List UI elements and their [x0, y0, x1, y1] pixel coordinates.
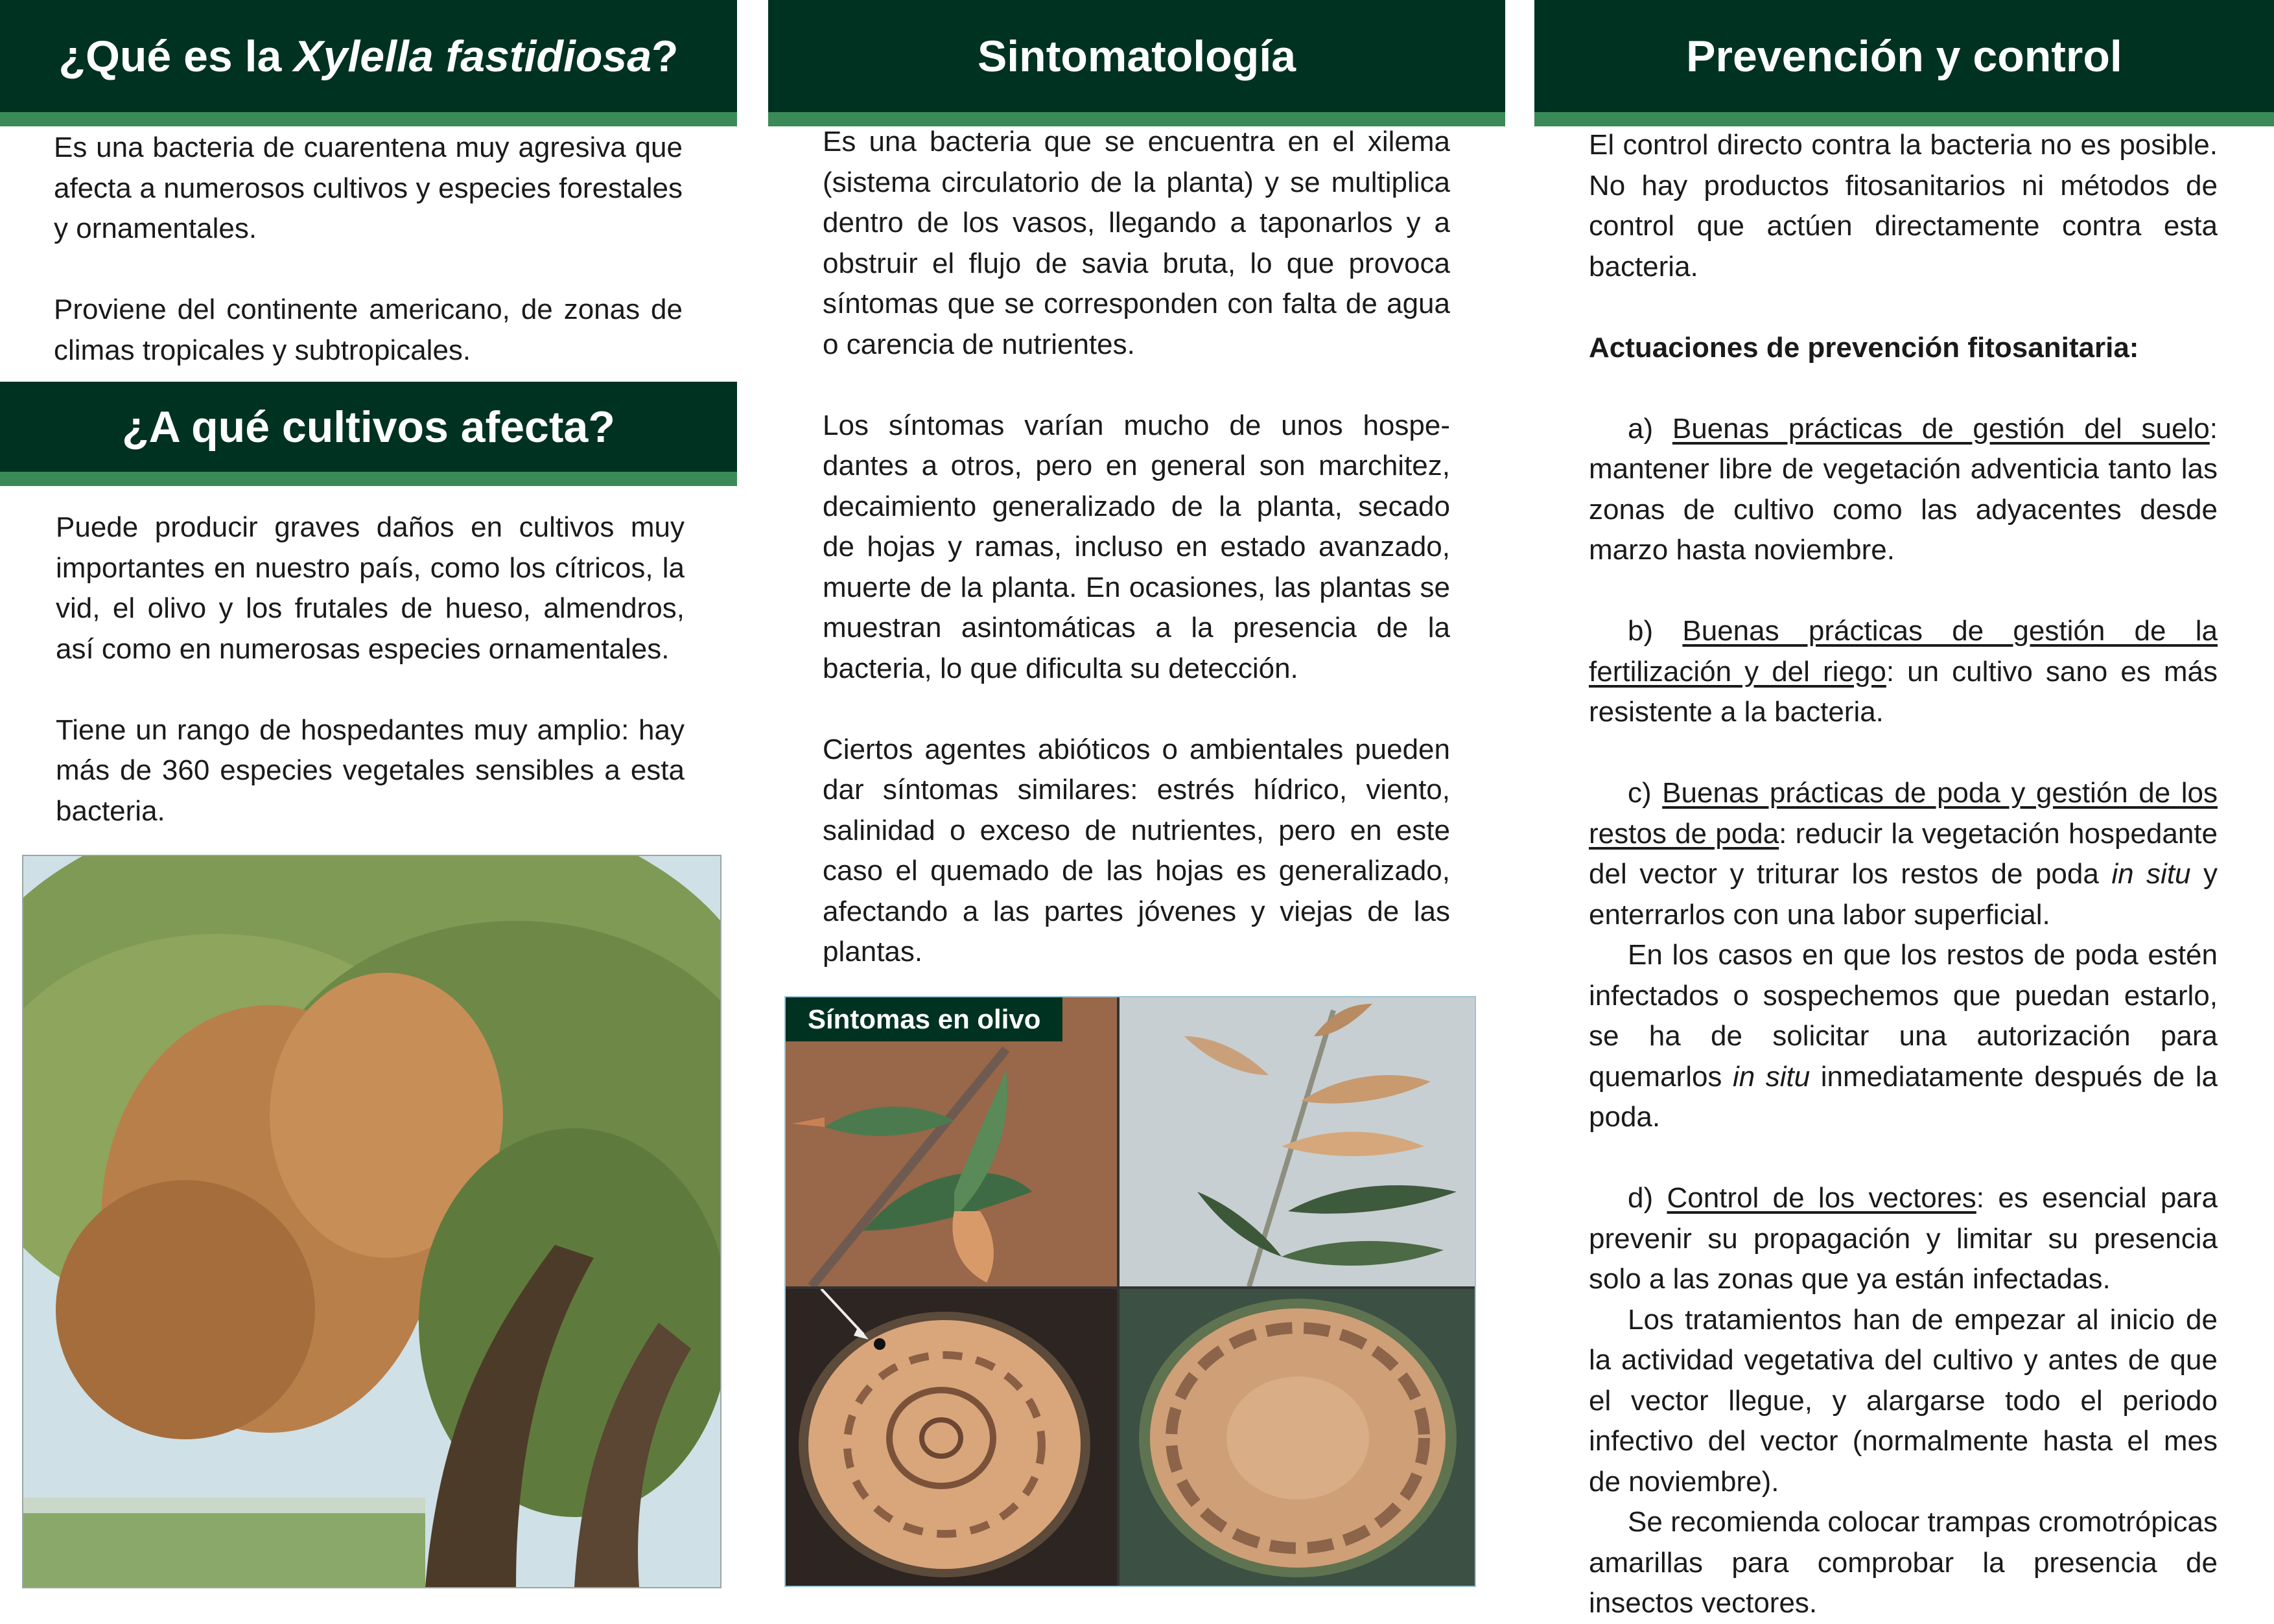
section-header-crops [0, 382, 737, 486]
paragraph: El control directo contra la bacteria no es posible. No hay productos fitosanitarios ni métodos de control que actúen directamente contra esta bacteria. [1589, 129, 2218, 283]
section-header-what-is [0, 0, 737, 126]
symptoms-text [823, 122, 1450, 973]
header-prevention-text: Prevención y control [1686, 31, 2122, 81]
section-header-prevention [1534, 0, 2274, 126]
paragraph: Tiene un rango de hospedantes muy amplio: hay más de 360 especies vegetales sensibles a esta bacteria. [56, 713, 685, 827]
practice-c: c) Buenas prácticas de poda y gestión de los restos de poda: reducir la vegetación hospedante del vector y triturar los restos de poda in situ y enterrarlos con una labor superficial. [1589, 777, 2218, 931]
what-is-text [54, 128, 683, 371]
practice-d-traps: Se recomienda colocar trampas cromotrópicas amarillas para comprobar la presencia de insectos vectores. [1589, 1506, 2218, 1619]
practice-a: a) Buenas prácticas de gestión del suelo: mantener libre de vegetación adventicia tanto las zonas de cultivo como las adyacentes desde marzo hasta noviembre. [1589, 412, 2218, 566]
wood-section-photo-2 [1119, 1289, 1475, 1586]
practice-d-treatments: Los tratamientos han de empezar al inicio de la actividad vegetativa del cultivo y antes de que el vector llegue, y alargarse todo el periodo infectivo del vector (normalmente hasta el mes de noviembre). [1589, 1303, 2218, 1498]
practice-d: d) Control de los vectores: es esencial para prevenir su propagación y limitar su presencia solo a las zonas que ya están infectadas. [1589, 1182, 2218, 1295]
crops-text [56, 507, 685, 831]
paragraph: Los síntomas varían mucho de unos hospe-dantes a otros, pero en general son marchitez, decaimiento generalizado de la planta, secado de hojas y ramas, incluso en estado avanzado, muerte de la planta. En ocasiones, las plantas se muestran asintomáticas a la presencia de la bacteria, lo que dificulta su detección. [823, 409, 1450, 684]
paragraph: Es una bacteria que se encuentra en el xilema (sistema circulatorio de la planta) y se multiplica dentro de los vasos, llegando a taponarlos y a obstruir el flujo de savia bruta, lo que provoca síntomas que se corresponden con falta de agua o carencia de nutrientes. [823, 126, 1450, 360]
practice-c-burning: En los casos en que los restos de poda estén infectados o sospechemos que puedan estarlo, se ha de solicitar una autorización para quemarlos in situ inmediatamente después de la poda. [1589, 939, 2218, 1133]
paragraph: Puede producir graves daños en cultivos muy importantes en nuestro país, como los cítricos, la vid, el olivo y los frutales de hueso, almendros, así como en numerosas especies ornamentales. [56, 511, 685, 665]
dry-leaves-photo [1119, 997, 1475, 1286]
header-symptoms-text: Sintomatología [977, 31, 1296, 81]
column-prevention [1534, 0, 2274, 1619]
practice-b: b) Buenas prácticas de gestión de la fertilización y del riego: un cultivo sano es más resistente a la bacteria. [1589, 615, 2218, 728]
olive-tree-photo [22, 855, 721, 1588]
photo-label-symptoms: Síntomas en olivo [786, 997, 1062, 1041]
column-what-is [0, 0, 737, 827]
paragraph: Es una bacteria de cuarentena muy agresiva que afecta a numerosos cultivos y especies forestales y ornamentales. [54, 132, 683, 244]
prevention-text [1589, 125, 2218, 1624]
symptoms-photo-grid [784, 996, 1476, 1587]
subheading: Actuaciones de prevención fitosanitaria: [1589, 331, 2139, 364]
header-what-is-text: ¿Qué es la Xylella fastidiosa? [58, 31, 679, 81]
column-symptoms [768, 0, 1505, 1034]
paragraph: Proviene del continente americano, de zonas de climas tropicales y subtropicales. [54, 294, 683, 366]
header-crops-text: ¿A qué cultivos afecta? [122, 402, 615, 452]
olive-tree-illustration [23, 856, 720, 1587]
section-header-symptoms [768, 0, 1505, 126]
paragraph: Ciertos agentes abióticos o ambientales pueden dar síntomas similares: estrés hídrico, viento, salinidad o exceso de nutrientes, pero en este caso el quemado de las hojas es generalizado, afectando a las partes jóvenes y viejas de las plantas. [823, 733, 1450, 968]
wood-section-photo-1 [786, 1289, 1117, 1586]
